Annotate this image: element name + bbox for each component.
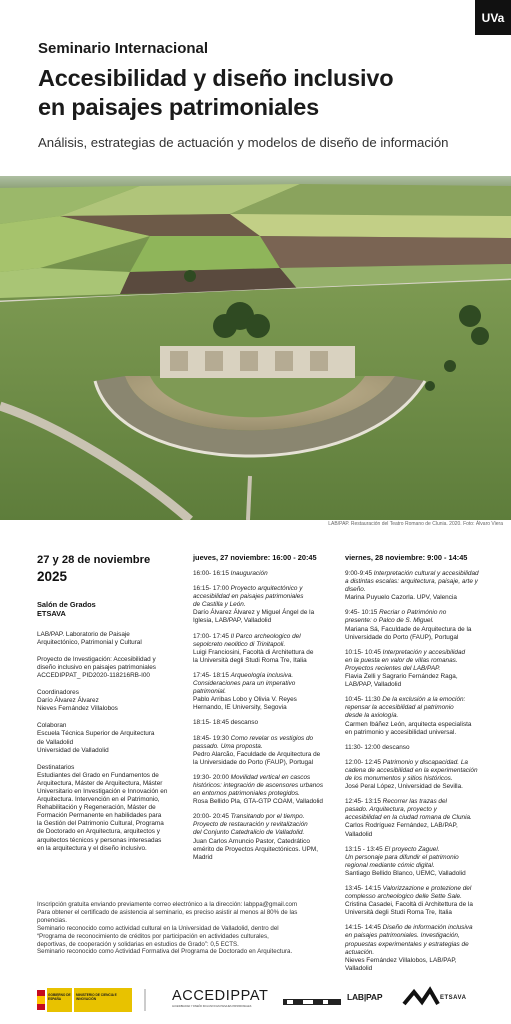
event-text: LAB/PAP, Valladolid — [345, 681, 402, 689]
project-line: Proyecto de Investigación: Accesibilidad y — [37, 655, 156, 663]
event-text: 9:45- 10:15 — [345, 609, 380, 617]
event-text: Marina Puyuelo Cazorla. UPV, Valencia — [345, 594, 457, 602]
collaborators-block — [37, 722, 175, 754]
talk-title: de Castilla y León. — [193, 601, 246, 609]
event-text: José Peral López, Universidad de Sevilla. — [345, 783, 463, 791]
programme-event — [193, 719, 340, 727]
event-text: emérito de Proyectos Arquitectónicos. UPM, — [193, 845, 319, 853]
audience-line: Universitario en Investigación e Innovación en — [37, 788, 168, 795]
collaborator-line: de Valladolid — [37, 738, 74, 746]
audience-block — [37, 764, 175, 853]
audience-line: arquitectos técnicos y personas interesadas — [37, 836, 162, 844]
event-text: Flavia Zelli y Sagrario Fernández Raga, — [345, 673, 458, 681]
talk-title: presente: o Palco de S. Miguel. — [345, 617, 434, 625]
event-text: 17:45- 18:15 — [193, 671, 231, 679]
programme-event — [345, 609, 490, 641]
programme-event — [193, 672, 340, 712]
note-line: ponencias. — [37, 916, 67, 924]
event-text: 14:15- 14:45 — [345, 924, 383, 932]
note-line: “Programa de reconocimiento de créditos por participación en actividades culturales, — [37, 932, 269, 940]
event-text: 18:45- 19:30 — [193, 734, 231, 742]
programme-event — [193, 585, 340, 625]
event-text: Luigi Franciosini, Facoltà di Architettura de — [193, 648, 314, 656]
note-line: Inscripción gratuita enviando previamente correo electrónico a la dirección: labppa@gmail.com — [37, 901, 298, 908]
audience-line: en la arquitectura y el diseño inclusivo. — [37, 844, 147, 852]
event-text: Valladolid — [345, 830, 373, 838]
day1-event-list — [193, 570, 340, 862]
page-title — [38, 64, 393, 122]
programme-event — [193, 570, 340, 578]
event-text: 17:00- 17:45 — [193, 632, 231, 640]
event-text: Valladolid — [345, 964, 373, 972]
event-text: Madrid — [193, 853, 213, 861]
event-dates: 27 y 28 de noviembre — [37, 554, 151, 566]
note-line: Seminario reconocido como Actividad Formativa del Programa de Doctorado en Arquitectura. — [37, 948, 293, 956]
title-line-2: en paisajes patrimoniales — [38, 94, 320, 120]
note-line: deportivas, de cooperación y solidarias en estudios de Grado”: 0,5 ECTS. — [37, 940, 239, 948]
event-text: Santiago Bellido Blanco, UEMC, Valladolid — [345, 869, 466, 877]
event-text: 10:15- 10:45 — [345, 648, 383, 656]
talk-title: Valorizzazione e protezione del — [382, 885, 472, 892]
audience-line: Arquitectura, Máster de Arquitectura, Máster — [37, 779, 163, 787]
info-column — [37, 553, 175, 853]
collaborator-line: Universidad de Valladolid — [37, 746, 109, 754]
logo-divider — [144, 989, 146, 1011]
talk-title: Proyectos recientes del LAB/PAP. — [345, 664, 441, 672]
accedippat-wordmark: ACCEDIPPAT — [172, 988, 269, 1004]
programme-event — [345, 649, 490, 689]
talk-title: complesso archeologico delle Sette Sale. — [345, 893, 462, 901]
event-year: 2025 — [37, 569, 68, 584]
lab-line: LAB/PAP. Laboratorio de Paisaje — [37, 630, 130, 638]
event-text: Università degli Studi Roma Tre, Italia — [345, 909, 452, 917]
series-label: Seminario Internacional — [38, 40, 209, 57]
event-text: 12:45- 13:15 — [345, 798, 383, 806]
collaborator-line: Escuela Técnica Superior de Arquitectura — [37, 730, 155, 738]
programme-event — [345, 846, 490, 878]
event-text: 18:15- 18:45 descanso — [193, 719, 259, 727]
aerial-photo-roman-theatre — [0, 176, 511, 520]
audience-line: Rehabilitación y Regeneración, Máster de — [37, 804, 156, 812]
note-line: Seminario reconocido como actividad cultural en la Universidad de Valladolid, dentro del — [37, 924, 279, 932]
programme-event — [345, 696, 490, 736]
talk-title: de los monumentos y sitios históricos. — [345, 774, 453, 782]
talk-title: en entornos patrimoniales protegidos. — [193, 790, 300, 798]
event-text: Juan Carlos Arnuncio Pastor, Catedrático — [193, 837, 310, 845]
talk-title: repensar la accesibilidad al patrimonio — [345, 704, 454, 712]
programme-event — [345, 744, 490, 752]
talk-title: regional mediante cómic digital. — [345, 861, 435, 869]
venue-name: Salón de Grados — [37, 600, 96, 609]
talk-title: Interpretación cultural y accesibilidad — [373, 570, 479, 577]
programme-event — [345, 759, 490, 791]
day1-programme — [193, 553, 340, 869]
talk-title: Proyecto de restauración y revitalización — [193, 821, 308, 829]
talk-title: Interpretación y accesibilidad — [382, 648, 466, 656]
event-text: 19:30- 20:00 — [193, 773, 231, 781]
talk-title: desde la axiología. — [345, 712, 399, 720]
programme-event — [193, 633, 340, 665]
accedippat-tagline: ACCESIBILIDAD Y DISEÑO INCLUSIVO EN PAISAJES PATRIMONIALES — [172, 1005, 252, 1008]
event-text: Cristina Casadei, Facoltà di Architettura de la — [345, 901, 473, 909]
talk-title: Recorrer las trazas del — [382, 798, 447, 806]
programme-event — [193, 813, 340, 862]
event-text: 16:15- 17:00 — [193, 585, 231, 593]
programme-event — [193, 774, 340, 806]
event-text: Darío Álvarez Álvarez y Miguel Ángel de la — [193, 609, 315, 617]
audience-line: de Doctorado en Arquitectura, arquitectos y — [37, 828, 160, 836]
photo-caption: LAB/PAP. Restauración del Teatro Romano de Clunia. 2020. Foto: Álvaro Viera — [328, 521, 503, 527]
talk-title: en paisajes patrimoniales. Investigación, — [345, 932, 460, 940]
talk-title: De la exclusión a la emoción: — [382, 696, 466, 704]
coordinator-name: Darío Álvarez Álvarez — [37, 697, 99, 705]
labpap-logo: LAB|PAP — [347, 992, 383, 1002]
project-line: ACCEDIPPAT_ PID2020-118216RB-I00 — [37, 671, 150, 679]
event-text: la Universidade do Porto (FAUP), Portugal — [193, 758, 314, 766]
collaborators-heading: Colaboran — [37, 722, 67, 730]
programme-event — [193, 735, 340, 767]
talk-title: diseño. — [345, 586, 366, 594]
event-text: 10:45- 11:30 — [345, 696, 383, 704]
ministry-logo — [37, 988, 132, 1012]
talk-title: Arqueología inclusiva. — [230, 671, 294, 679]
day2-heading: viernes, 28 noviembre: 9:00 - 14:45 — [345, 553, 468, 562]
etsava-wordmark: ETSAVA — [440, 995, 467, 1001]
title-line-1: Accesibilidad y diseño inclusivo — [38, 65, 394, 91]
talk-title: Un personaje para difundir el patrimonio — [345, 853, 459, 861]
programme-event — [345, 798, 490, 838]
event-text: 13:45- 14:15 — [345, 885, 383, 892]
audience-heading: Destinatarios — [37, 763, 75, 771]
event-text: 11:30- 12:00 descanso — [345, 743, 410, 751]
event-text: 9:00-9:45 — [345, 570, 374, 577]
page-subtitle: Análisis, estrategias de actuación y modelos de diseño de información — [38, 135, 449, 150]
event-text: Universidade do Porto (FAUP), Portugal — [345, 633, 459, 641]
talk-title: Como revelar os vestigios do — [230, 734, 314, 742]
venue-school: ETSAVA — [37, 609, 66, 619]
event-text: en patrimonio y accesibilidad universal. — [345, 728, 457, 736]
coordinator-name: Nieves Fernández Villalobos — [37, 705, 118, 713]
talk-title: passado. Uma proposta. — [193, 742, 263, 750]
talk-title: Diseño de información inclusiva — [382, 924, 473, 932]
uva-logo: UVa — [475, 0, 511, 35]
project-block — [37, 656, 175, 680]
ministry-text: MINISTERIO DE CIENCIA E INNOVACIÓN — [76, 993, 117, 1001]
accedippat-logo — [172, 988, 282, 1014]
project-line: diseño inclusivo en paisajes patrimoniales — [37, 663, 157, 671]
talk-title: sepolcreto neolitico di Trinitapoli. — [193, 640, 286, 648]
lab-line: Arquitectónico, Patrimonial y Cultural — [37, 638, 142, 646]
talk-title: propuestas experimentales y estrategias de — [345, 940, 469, 948]
talk-title: Proyecto arquitectónico y — [230, 585, 303, 593]
audience-line: Estudiantes del Grado en Fundamentos de — [37, 771, 159, 779]
programme-event — [345, 570, 490, 602]
talk-title: Consideraciones para un imperativo — [193, 680, 296, 688]
talk-title: El proyecto Zaguel. — [384, 845, 440, 853]
event-text: Mariana Sá, Faculdade de Arquitectura de la — [345, 625, 472, 633]
sponsor-logos — [0, 980, 511, 1020]
talk-title: Movilidad vertical en cascos — [230, 773, 311, 781]
event-text: Carmen Ibáñez León, arquitecta especialista — [345, 720, 472, 728]
event-text: Hernando, IE University, Segovia — [193, 704, 287, 712]
event-text: Iglesia, LAB/PAP, Valladolid — [193, 617, 272, 625]
talk-title: en la puesta en valor de villas romanas. — [345, 656, 458, 664]
talk-title: patrimonial. — [193, 688, 227, 696]
talk-title: accesibilidad en paisajes patrimoniales — [193, 593, 304, 601]
coordinators-heading: Coordinadores — [37, 689, 79, 697]
audience-line: Arquitectura. Intervención en el Patrimonio, — [37, 796, 160, 804]
talk-title: Il Parco archeologico del — [230, 632, 301, 640]
talk-title: Recriar o Património no — [379, 609, 447, 617]
event-text: Pablo Arribas Lobo y Olivia V. Reyes — [193, 696, 297, 704]
talk-title: históricos: integración de ascensores urbanos — [193, 781, 324, 789]
gov-text: GOBIERNO DE ESPAÑA — [48, 993, 71, 1001]
event-venue — [37, 600, 175, 619]
talk-title: accesibilidad en la ciudad romana de Clunia. — [345, 814, 472, 822]
event-text: Pedro Alarcão, Faculdade de Arquitectura de — [193, 750, 321, 758]
audience-line: la Gestión del Patrimonio Cultural, Programa — [37, 820, 164, 828]
talk-title: actuación. — [345, 948, 375, 956]
talk-title: a distintas escalas: arquitectura, paisaje, arte y — [345, 578, 478, 586]
talk-title: Inauguración — [230, 570, 268, 577]
note-line: Para obtener el certificado de asistencia al seminario, es preciso asistir al menos al 80% de las — [37, 908, 298, 916]
bar-pattern-logo — [283, 994, 341, 1004]
lab-block — [37, 631, 175, 647]
talk-title: Patrimonio y discapacidad. La — [382, 758, 468, 766]
talk-title: del Conjunto Catedralicio de Valladolid. — [193, 829, 305, 837]
day1-heading: jueves, 27 noviembre: 16:00 - 20:45 — [193, 553, 317, 562]
event-text: Rosa Bellido Pla, GTA-GTP COAM, Valladolid — [193, 798, 323, 806]
audience-line: Formación Permanente en habilidades para — [37, 812, 162, 820]
event-text: 12:00- 12:45 — [345, 758, 383, 766]
event-text: la Università degli Studi Roma Tre, Italia — [193, 656, 307, 664]
coordinators-block — [37, 689, 175, 713]
talk-title: Transitando por el tiempo. — [230, 813, 305, 821]
event-text: Carlos Rodríguez Fernández, LAB/PAP, — [345, 822, 458, 830]
talk-title: cadena de accesibilidad en la experimentación — [345, 766, 478, 774]
event-text: 16:00- 16:15 — [193, 570, 231, 577]
event-text: 20:00- 20:45 — [193, 813, 231, 821]
talk-title: pasado. Arquitectura, proyecto y — [345, 806, 437, 814]
event-text: 13:15 - 13:45 — [345, 845, 385, 853]
event-text: Nieves Fernández Villalobos, LAB/PAP, — [345, 956, 457, 964]
registration-notes — [37, 901, 492, 956]
etsava-logo — [402, 986, 467, 1010]
